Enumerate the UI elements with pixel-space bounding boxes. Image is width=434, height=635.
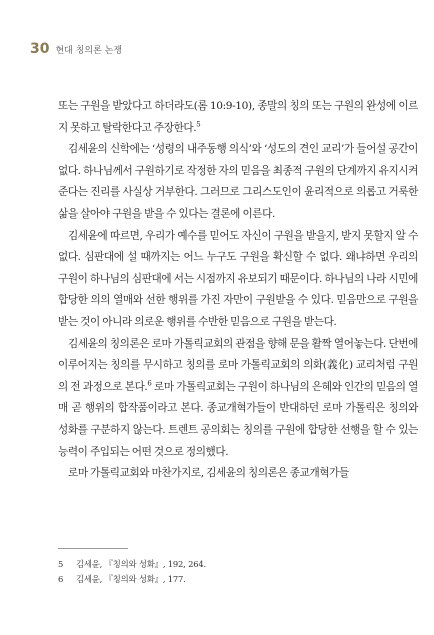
body-text — [58, 96, 418, 485]
paragraph-3 — [58, 226, 418, 334]
paragraph-1 — [58, 96, 418, 139]
paragraph-4-text-continued: 로마 가톨릭교회는 구원이 하나님의 은혜와 인간의 믿음의 열매 곧 행위의 합작품이라고 본다. 종교개혁가들이 반대하던 로마 가톨릭은 칭의와 성화를 구분하지 않는다. 트렌트 공의회는 칭의를 구원에 합당한 선행을 할 수 있는 능력이 주입되는 어떤 것으로 정의했다. — [58, 380, 418, 458]
page-header — [30, 41, 410, 61]
footnote-text: 김세윤, 『칭의와 성화』, 177. — [76, 574, 186, 584]
footnote-text: 김세윤, 『칭의와 성화』, 192, 264. — [76, 559, 206, 569]
footnote-divider — [58, 548, 128, 549]
paragraph-4-text: 김세윤의 칭의론은 로마 가톨릭교회의 관점을 향해 문을 활짝 열어놓는다. 단번에 이루어지는 칭의를 무시하고 칭의를 로마 가톨릭교회의 의화(義化) 교리처럼 구원의 전 과정으로 본다. — [58, 337, 418, 393]
footnote-number: 5 — [58, 559, 64, 569]
footnotes — [58, 557, 418, 587]
footnote-6 — [58, 572, 418, 587]
footnote-ref-6: 6 — [147, 379, 152, 388]
footnote-5 — [58, 557, 418, 572]
paragraph-2-text: 김세윤의 신학에는 ‘성령의 내주동행 의식’와 ‘성도의 견인 교리’가 들어설 공간이 없다. 하나님께서 구원하기로 작정한 자의 믿음을 최종적 구원의 단계까지 유지시켜 준다는 진리를 사실상 거부한다. 그러므로 그리스도인이 윤리적으로 의롭고 거룩한 삶을 살아야 구원을 받을 수 있다는 결론에 이른다. — [58, 143, 418, 220]
running-title: 현대 칭의론 논쟁 — [55, 46, 123, 56]
footnote-number: 6 — [58, 574, 64, 584]
paragraph-5-text: 로마 가톨릭교회와 마찬가지로, 김세윤의 칭의론은 종교개혁가들 — [68, 467, 349, 480]
paragraph-2 — [58, 139, 418, 225]
paragraph-5 — [58, 463, 418, 485]
paragraph-1-text: 또는 구원을 받았다고 하더라도(롬 10:9-10), 종말의 칭의 또는 구원의 완성에 이르지 못하고 탈락한다고 주장한다. — [58, 100, 418, 134]
footnote-ref-5: 5 — [196, 120, 201, 129]
paragraph-4 — [58, 334, 418, 464]
page-number: 30 — [30, 41, 50, 57]
paragraph-3-text: 김세윤에 따르면, 우리가 예수를 믿어도 자신이 구원을 받을지, 받지 못할지 알 수 없다. 심판대에 설 때까지는 어느 누구도 구원을 확신할 수 없다. 왜냐하면 우리의 구원이 하나님의 심판대에 서는 시점까지 유보되기 때문이다. 하나님의 나라 시민에 합당한 의의 열매와 선한 행위를 가진 자만이 구원받을 수 있다. 믿음만으로 구원을 받는 것이 아니라 의로운 행위를 수반한 믿음으로 구원을 받는다. — [58, 229, 418, 328]
